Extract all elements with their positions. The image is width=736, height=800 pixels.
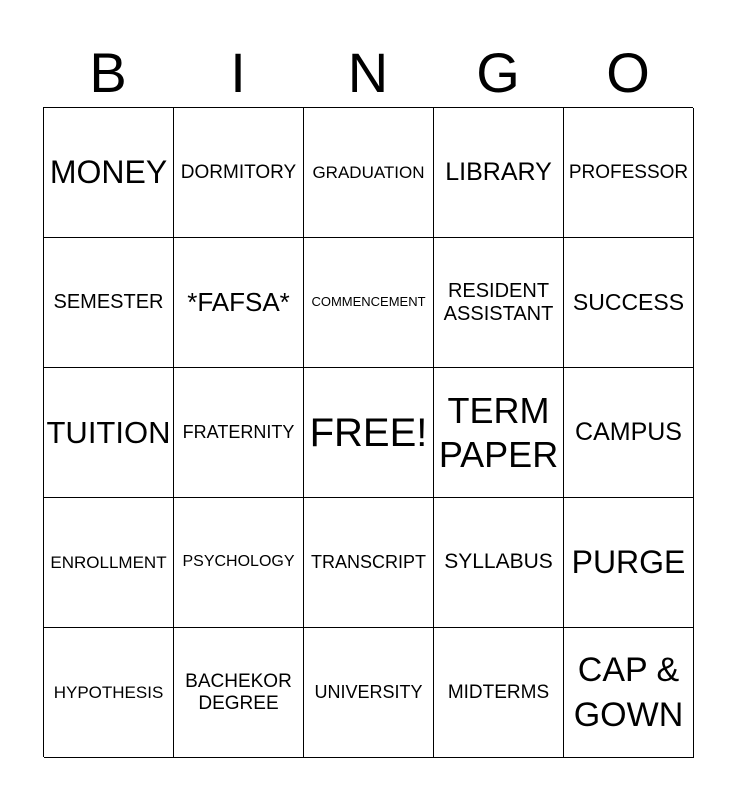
header-letter-b: B xyxy=(89,41,127,104)
header-letter-i: I xyxy=(230,41,246,104)
bingo-cell[interactable] xyxy=(44,238,174,368)
cell-label: MONEY xyxy=(49,154,168,191)
bingo-cell[interactable] xyxy=(434,238,564,368)
cell-label: UNIVERSITY xyxy=(314,682,423,703)
cell-label: SEMESTER xyxy=(53,291,164,313)
cell-label: ENROLLMENT xyxy=(50,552,167,572)
bingo-cell[interactable] xyxy=(434,108,564,238)
header-letter-g: G xyxy=(476,41,520,104)
bingo-cell[interactable] xyxy=(434,498,564,628)
cell-label: BACHEKOR DEGREE xyxy=(185,670,292,714)
bingo-cell[interactable] xyxy=(564,628,694,758)
cell-label: CAP & GOWN xyxy=(573,650,684,734)
bingo-cell[interactable] xyxy=(44,368,174,498)
bingo-cell[interactable] xyxy=(174,628,304,758)
cell-label: TUITION xyxy=(46,414,171,450)
bingo-cell[interactable] xyxy=(174,238,304,368)
free-space-cell[interactable] xyxy=(304,368,434,498)
bingo-header xyxy=(43,38,693,108)
bingo-cell[interactable] xyxy=(564,238,694,368)
free-space-label: FREE! xyxy=(309,410,428,455)
cell-label: LIBRARY xyxy=(445,158,552,187)
bingo-cell[interactable] xyxy=(434,628,564,758)
cell-label: CAMPUS xyxy=(575,418,682,447)
cell-label: GRADUATION xyxy=(312,162,425,182)
cell-label: PROFESSOR xyxy=(568,161,689,183)
bingo-cell[interactable] xyxy=(304,108,434,238)
bingo-cell[interactable] xyxy=(434,368,564,498)
header-letter-o: O xyxy=(606,41,650,104)
bingo-cell[interactable] xyxy=(174,368,304,498)
cell-label: RESIDENT ASSISTANT xyxy=(443,279,554,325)
bingo-cell[interactable] xyxy=(564,498,694,628)
bingo-cell[interactable] xyxy=(44,498,174,628)
cell-label: PURGE xyxy=(571,544,686,581)
cell-label: SUCCESS xyxy=(572,289,685,316)
bingo-cell[interactable] xyxy=(174,498,304,628)
bingo-cell[interactable] xyxy=(174,108,304,238)
bingo-cell[interactable] xyxy=(304,498,434,628)
header-letter-n: N xyxy=(347,41,389,104)
cell-label: COMMENCEMENT xyxy=(311,294,426,310)
cell-label: MIDTERMS xyxy=(447,681,550,703)
bingo-cell[interactable] xyxy=(44,108,174,238)
cell-label: HYPOTHESIS xyxy=(53,682,164,702)
bingo-cell[interactable] xyxy=(564,108,694,238)
cell-label: *FAFSA* xyxy=(187,286,290,317)
bingo-cell[interactable] xyxy=(564,368,694,498)
cell-label: DORMITORY xyxy=(180,161,297,183)
bingo-board xyxy=(43,107,693,757)
cell-label: FRATERNITY xyxy=(182,422,295,443)
cell-label: SYLLABUS xyxy=(444,550,553,574)
cell-label: TERM PAPER xyxy=(438,390,559,475)
cell-label: TRANSCRIPT xyxy=(310,552,426,573)
bingo-cell[interactable] xyxy=(44,628,174,758)
bingo-cell[interactable] xyxy=(304,238,434,368)
bingo-cell[interactable] xyxy=(304,628,434,758)
cell-label: PSYCHOLOGY xyxy=(182,553,295,571)
